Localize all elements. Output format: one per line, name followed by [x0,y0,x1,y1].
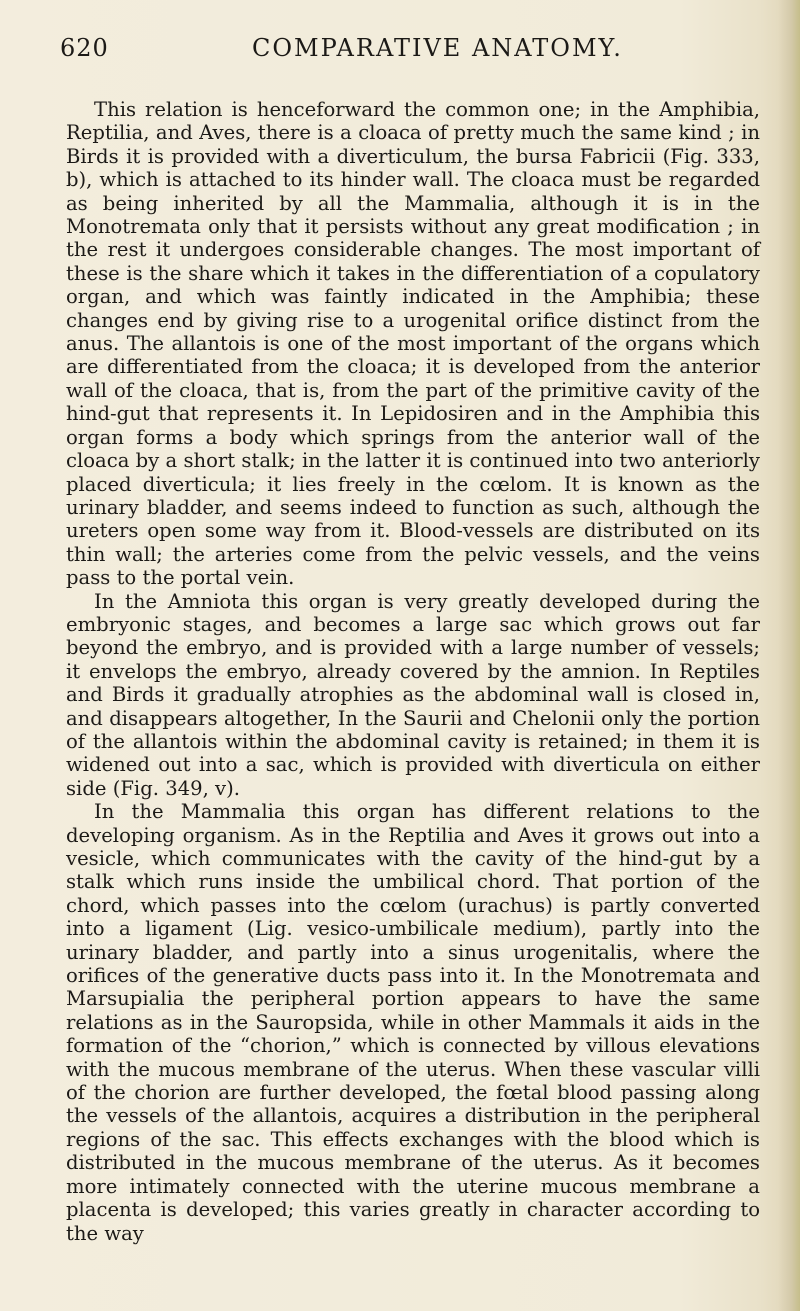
paragraph-2: In the Amniota this organ is very greatly developed during the embryonic stages, and becomes a large sac which grows out far beyond the embryo, and is provided with a large number of vessels; it envelops the embryo, already covered by the amnion. In Reptiles and Birds it gradually atrophies as the abdominal wall is closed in, and disappears altogether, In the Saurii and Chelonii only the portion of the allantois within the abdominal cavity is retained; in them it is widened out into a sac, which is provided with diverticula on either side (Fig. 349, v). [66,589,760,800]
running-title: COMPARATIVE ANATOMY. [252,34,623,62]
paragraph-1: This relation is henceforward the common one; in the Amphibia, Reptilia, and Aves, there is a cloaca of pretty much the same kind ; in Birds it is provided with a diverticulum, the bursa Fabricii (Fig. 333, b), which is attached to its hinder wall. The cloaca must be regarded as being inherited by all the Mammalia, although it is in the Monotremata only that it persists without any great modification ; in the rest it undergoes considerable changes. The most important of these is the share which it takes in the differentiation of a copulatory organ, and which was faintly indicated in the Amphibia; these changes end by giving rise to a urogenital orifice distinct from the anus. The allantois is one of the most important of the organs which are differentiated from the cloaca; it is developed from the anterior wall of the cloaca, that is, from the part of the primitive cavity of the hind-gut that represents it. In Lepidosiren and in the Amphibia this organ forms a body which springs from the anterior wall of the cloaca by a short stalk; in the latter it is continued into two anteriorly placed diverticula; it lies freely in the cœlom. It is known as the urinary bladder, and seems indeed to function as such, although the ureters open some way from it. Blood-vessels are distributed on its thin wall; the arteries come from the pelvic vessels, and the veins pass to the portal vein. [66,98,760,590]
page-header [60,34,750,70]
paragraph-3: In the Mammalia this organ has different relations to the developing organism. As in the Reptilia and Aves it grows out into a vesicle, which communicates with the cavity of the hind-gut by a stalk which runs inside the umbilical chord. That portion of the chord, which passes into the cœlom (urachus) is partly converted into a ligament (Lig. vesico-umbilicale medium), partly into the urinary bladder, and partly into a sinus urogenitalis, where the orifices of the generative ducts pass into it. In the Monotremata and Marsupialia the peripheral portion appears to have the same relations as in the Sauropsida, while in other Mammals it aids in the formation of the “chorion,” which is connected by villous elevations with the mucous membrane of the uterus. When these vascular villi of the chorion are further developed, the fœtal blood passing along the vessels of the allantois, acquires a distribution in the peripheral regions of the sac. This effects exchanges with the blood which is distributed in the mucous membrane of the uterus. As it becomes more intimately connected with the uterine mucous membrane a placenta is developed; this varies greatly in character according to the way [66,800,760,1245]
body-text [66,98,760,1245]
page-edge-shading [778,0,800,1311]
page-number: 620 [60,34,109,62]
